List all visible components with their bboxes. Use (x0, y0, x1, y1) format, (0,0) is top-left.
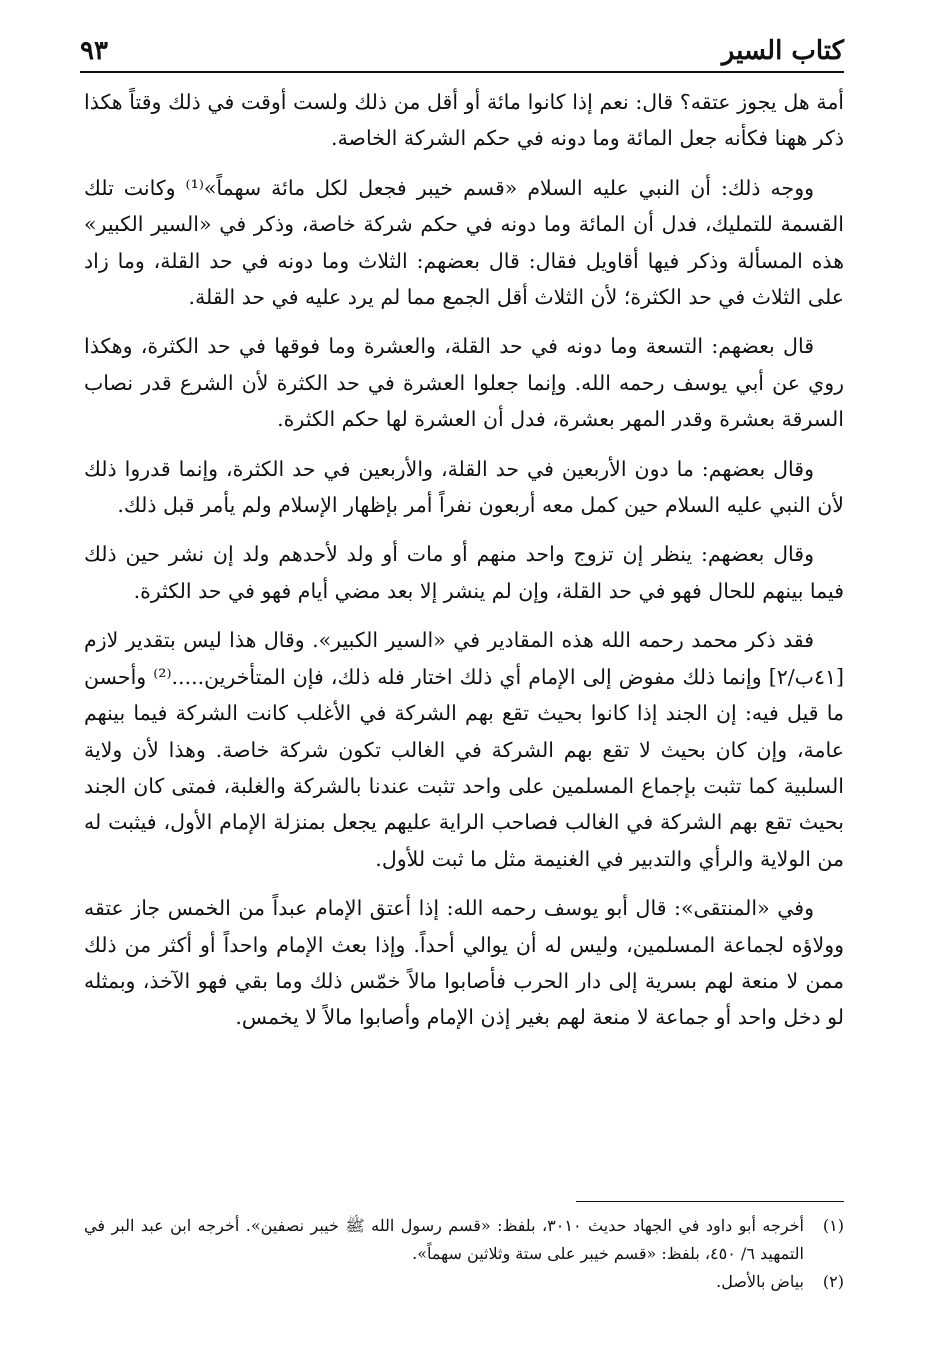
paragraph: فقد ذكر محمد رحمه الله هذه المقادير في «السير الكبير». وقال هذا ليس بتقدير لازم [٤١ب/٢] وإنما ذلك مفوض إلى الإمام أي ذلك اختار فله ذلك، فإن المتأخرين.....⁽²⁾ وأحسن ما قيل فيه: إن الجند إذا كانوا بحيث تقع بهم الشركة في الأغلب كانت الشركة فيما بينهم عامة، وإن كان بحيث لا تقع بهم الشركة في الغالب تكون شركة خاصة. وهذا لأن ولاية السلبية كما تثبت بإجماع المسلمين على واحد تثبت عندنا بالشركة والغلبة، فمتى كان الجند بحيث تقع بهم الشركة في الغالب فصاحب الراية عليهم يجعل بمنزلة الإمام الأول، فيثبت له من الولاية والرأي والتدبير في الغنيمة مثل ما ثبت للأول. (84, 628, 844, 871)
paragraph: ووجه ذلك: أن النبي عليه السلام «قسم خيبر فجعل لكل مائة سهماً»⁽¹⁾ وكانت تلك القسمة للتمليك، فدل أن المائة وما دونه في حكم شركة خاصة، وذكر في «السير الكبير» هذه المسألة وذكر فيها أقاويل فقال: قال بعضهم: الثلاث وما دونه في حد القلة، وما زاد على الثلاث في حد الكثرة؛ لأن الثلاث أقل الجمع مما لم يرد عليه في حد القلة. (84, 175, 844, 310)
header-rule (80, 71, 844, 73)
running-title: كتاب السير (721, 36, 844, 66)
footnote-text: بياض بالأصل. (716, 1272, 804, 1291)
paragraph: وقال بعضهم: ما دون الأربعين في حد القلة، والأربعين في حد الكثرة، وإنما قدروا ذلك لأن النبي عليه السلام حين كمل معه أربعون نفراً أمر بإظهار الإسلام ولم يأمر قبل ذلك. (84, 456, 844, 518)
paragraph: وفي «المنتقى»: قال أبو يوسف رحمه الله: إذا أعتق الإمام عبداً من الخمس جاز عتقه وولاؤه لجماعة المسلمين، وليس له أن يوالي أحداً. وإذا بعث الإمام واحداً أو أكثر من ذلك ممن لا منعة لهم بسرية إلى دار الحرب فأصابوا مالاً خمّس ذلك وما بقي فهو الآخذ، وبمثله لو دخل واحد أو جماعة لا منعة لهم بغير إذن الإمام وأصابوا مالاً لا يخمس. (84, 896, 844, 1030)
paragraph: وقال بعضهم: ينظر إن تزوج واحد منهم أو مات أو ولد لأحدهم ولد إن نشر حين ذلك فيما بينهم للحال فهو في حد القلة، وإن لم ينشر إلا بعد مضي أيام فهو في حد الكثرة. (84, 542, 844, 603)
footnote-marker: (٢) (822, 1272, 844, 1291)
paragraph: أمة هل يجوز عتقه؟ قال: نعم إذا كانوا مائة أو أقل من ذلك ولست أوقت في ذلك وقتاً هكذا ذكر ههنا فكأنه جعل المائة وما دونه في حكم الشركة الخاصة. (84, 90, 844, 151)
main-text (84, 84, 844, 1049)
footnote (84, 1212, 844, 1268)
page-header (80, 28, 844, 68)
footnote-marker: (١) (822, 1216, 844, 1235)
footnote (84, 1268, 844, 1296)
footnote-separator (576, 1201, 844, 1202)
footnotes (84, 1212, 844, 1296)
paragraph: قال بعضهم: التسعة وما دونه في حد القلة، والعشرة وما فوقها في حد الكثرة، وهكذا روي عن أبي يوسف رحمه الله. وإنما جعلوا العشرة في حد الكثرة لأن الشرع قدر نصاب السرقة بعشرة وقدر المهر بعشرة، فدل أن العشرة لها حكم الكثرة. (84, 334, 844, 432)
footnote-text: أخرجه أبو داود في الجهاد حديث ٣٠١٠، بلفظ: «قسم رسول الله ﷺ خيبر نصفين». أخرجه ابن عبد البر في التمهيد ٦/ ٤٥٠، بلفظ: «قسم خيبر على ستة وثلاثين سهماً». (84, 1216, 804, 1263)
page-number: ٩٣ (80, 36, 108, 66)
